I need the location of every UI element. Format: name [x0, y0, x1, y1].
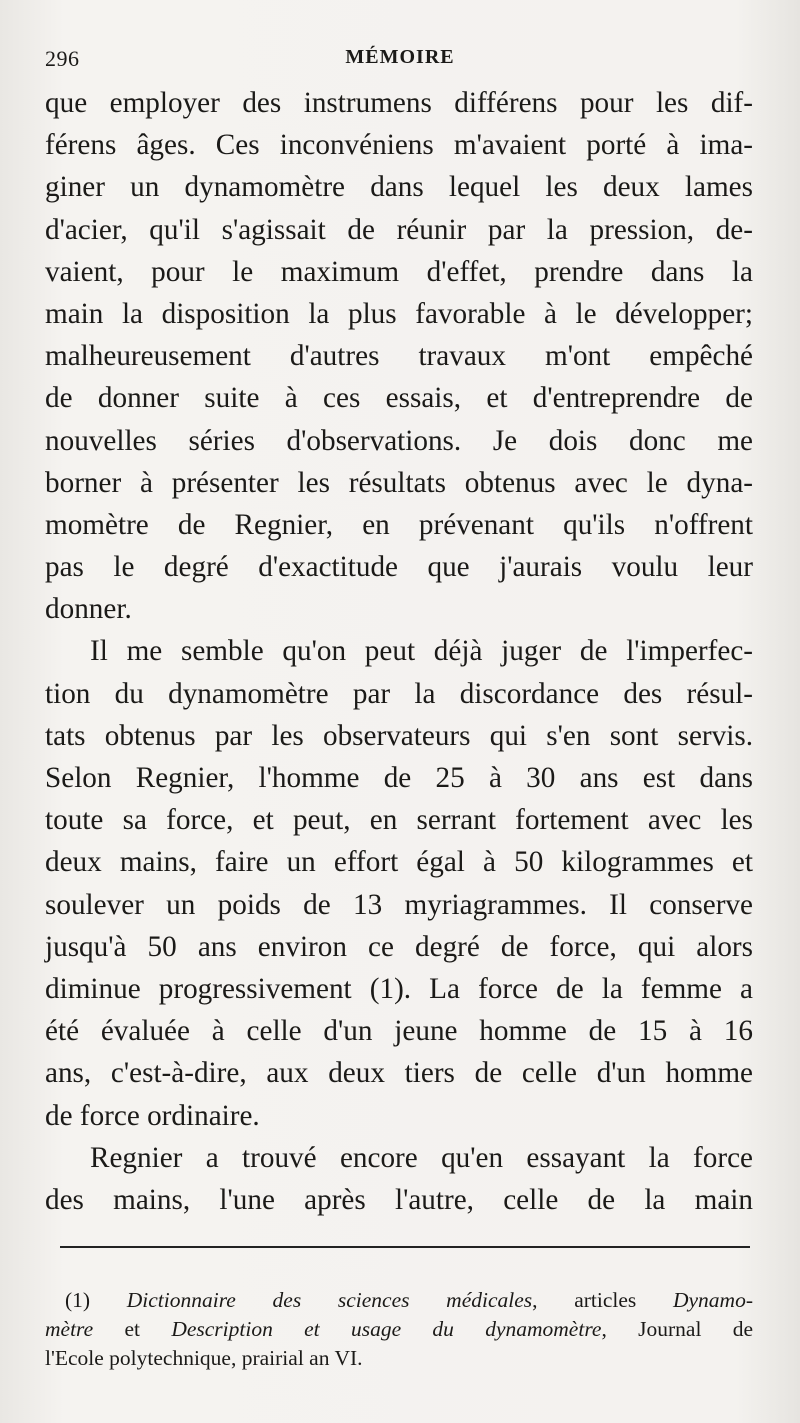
text-line: nouvelles séries d'observations. Je dois donc me: [45, 424, 753, 457]
text-line: donner.: [45, 593, 132, 626]
text-line: de force ordinaire.: [45, 1099, 260, 1132]
text-line: borner à présenter les résultats obtenus avec le dyna-: [45, 466, 753, 499]
body-text: [45, 82, 753, 1221]
text-line: des mains, l'une après l'autre, celle de la main: [45, 1183, 753, 1216]
text-line: pas le degré d'exactitude que j'aurais voulu leur: [45, 551, 753, 584]
paragraph-2: [45, 630, 753, 1136]
text-line: d'acier, qu'il s'agissait de réunir par la pression, de-: [45, 213, 753, 246]
text-line: Il me semble qu'on peut déjà juger de l'imperfec-: [90, 635, 753, 668]
paragraph-3: [45, 1137, 753, 1221]
text-line: giner un dynamomètre dans lequel les deux lames: [45, 171, 753, 204]
text-line: malheureusement d'autres travaux m'ont empêché: [45, 340, 753, 373]
text-line: férens âges. Ces inconvéniens m'avaient porté à ima-: [45, 129, 753, 162]
text-line: ans, c'est-à-dire, aux deux tiers de celle d'un homme: [45, 1057, 753, 1090]
text-line: toute sa force, et peut, en serrant fortement avec les: [45, 804, 753, 837]
footnote-title: Dictionnaire des sciences médicales: [126, 1288, 533, 1312]
paragraph-1: [45, 82, 753, 630]
footnote-rule: [60, 1246, 750, 1248]
footnote-conjunction: et: [124, 1317, 140, 1341]
text-line: jusqu'à 50 ans environ ce degré de force, qui alors: [45, 930, 753, 963]
footnote: [45, 1286, 753, 1373]
footnote-article-1-end: mètre: [45, 1317, 94, 1341]
page-header: [45, 40, 755, 76]
text-line: main la disposition la plus favorable à le développer;: [45, 297, 753, 330]
footnote-article-2: Description et usage du dynamomètre: [171, 1317, 602, 1341]
footnote-article-1: Dynamo-: [672, 1288, 753, 1312]
text-line: vaient, pour le maximum d'effet, prendre dans la: [45, 255, 753, 288]
footnote-line: [45, 1315, 753, 1344]
footnote-marker: (1): [65, 1288, 91, 1312]
page-number: 296: [45, 46, 80, 71]
text-line: soulever un poids de 13 myriagrammes. Il conserve: [45, 888, 753, 921]
text-line: diminue progressivement (1). La force de la femme a: [45, 972, 753, 1005]
text-line: momètre de Regnier, en prévenant qu'ils n'offrent: [45, 508, 753, 541]
footnote-journal: , Journal de: [601, 1317, 754, 1341]
text-line: Selon Regnier, l'homme de 25 à 30 ans est dans: [45, 762, 753, 794]
text-line: que employer des instrumens différens pour les dif-: [45, 87, 753, 119]
text-line: Regnier a trouvé encore qu'en essayant la force: [90, 1141, 753, 1174]
footnote-line: l'Ecole polytechnique, prairial an VI.: [45, 1346, 363, 1370]
text-line: de donner suite à ces essais, et d'entreprendre de: [45, 382, 753, 415]
running-head: MÉMOIRE: [345, 46, 455, 68]
text-line: deux mains, faire un effort égal à 50 kilogrammes et: [45, 846, 753, 879]
text-line: été évaluée à celle d'un jeune homme de 15 à 16: [45, 1015, 753, 1048]
text-line: tats obtenus par les observateurs qui s'en sont servis.: [45, 719, 753, 752]
text-line: tion du dynamomètre par la discordance des résul-: [45, 677, 753, 710]
footnote-text: , articles: [532, 1288, 637, 1312]
footnote-line: [45, 1286, 753, 1315]
